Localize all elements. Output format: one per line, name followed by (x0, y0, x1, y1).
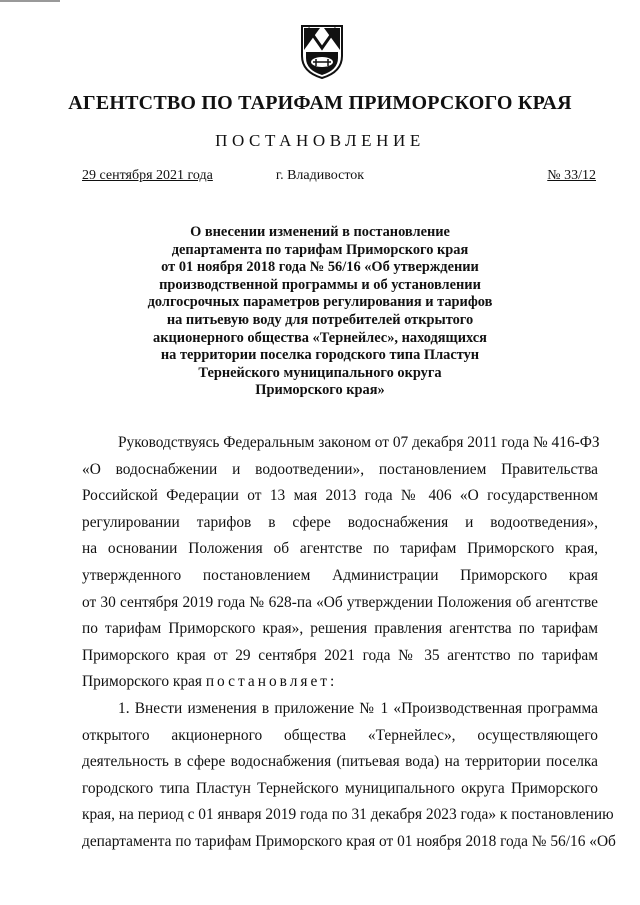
body-line-final (82, 669, 598, 696)
document-body (82, 430, 616, 856)
item-line: открытого акционерного общества «Тернейлес», осуществляющего (82, 726, 598, 744)
body-line: утвержденного постановлением Администрации Приморского края (82, 566, 598, 584)
item-line: деятельность в сфере водоснабжения (питьевая вода) на территории поселка (82, 753, 598, 771)
subject-line: производственной программы и об установлении (159, 276, 481, 293)
subject-line: акционерного общества «Тернейлес», находящихся (153, 329, 487, 346)
subject-line: на территории поселка городского типа Пластун (160, 347, 480, 364)
body-line: регулировании тарифов в сфере водоснабжения и водоотведения», (82, 513, 598, 531)
document-city: г. Владивосток (275, 168, 365, 183)
item-line: края, на период с 01 января 2019 года по 31 декабря 2023 года» к постановлению (82, 806, 614, 824)
subject-line: О внесении изменений в постановление (190, 224, 450, 240)
body-line: на основании Положения об агентстве по тарифам Приморского края, (82, 540, 598, 558)
document-number: № 33/12 (547, 168, 596, 183)
body-line-prefix: Приморского края (82, 673, 206, 691)
coat-of-arms-emblem (298, 22, 346, 80)
item-line: городского типа Пластун Тернейского муниципального округа Приморского (82, 779, 598, 797)
body-line: Российской Федерации от 13 мая 2013 года № 406 «О государственном (82, 487, 598, 505)
document-date: 29 сентября 2021 года (82, 168, 213, 183)
document-type: ПОСТАНОВЛЕНИЕ (215, 131, 425, 150)
item-line: департамента по тарифам Приморского края от 01 ноября 2018 года № 56/16 «Об (82, 832, 616, 850)
item-line: 1. Внести изменения в приложение № 1 «Производственная программа (118, 699, 598, 717)
document-subject (80, 224, 560, 400)
subject-line: от 01 ноября 2018 года № 56/16 «Об утверждении (161, 259, 479, 276)
agency-title: АГЕНТСТВО ПО ТАРИФАМ ПРИМОРСКОГО КРАЯ (68, 92, 572, 114)
body-line: Руководствуясь Федеральным законом от 07 декабря 2011 года № 416-ФЗ (118, 434, 600, 451)
body-line: «О водоснабжении и водоотведении», постановлением Правительства (82, 460, 598, 478)
subject-line: на питьевую воду для потребителей открытого (166, 311, 474, 328)
subject-line: департамента по тарифам Приморского края (171, 241, 469, 258)
body-line: от 30 сентября 2019 года № 628-па «Об утверждении Положения об агентстве (82, 593, 598, 611)
subject-line: долгосрочных параметров регулирования и тарифов (147, 294, 493, 311)
body-line: Приморского края от 29 сентября 2021 года № 35 агентство по тарифам (82, 646, 598, 664)
scan-edge-mark (0, 0, 60, 2)
body-line: по тарифам Приморского края», решения правления агентства по тарифам (82, 620, 598, 638)
resolves-word: постановляет: (205, 673, 338, 691)
subject-line: Тернейского муниципального округа (198, 364, 442, 381)
subject-line: Приморского края» (255, 382, 385, 399)
